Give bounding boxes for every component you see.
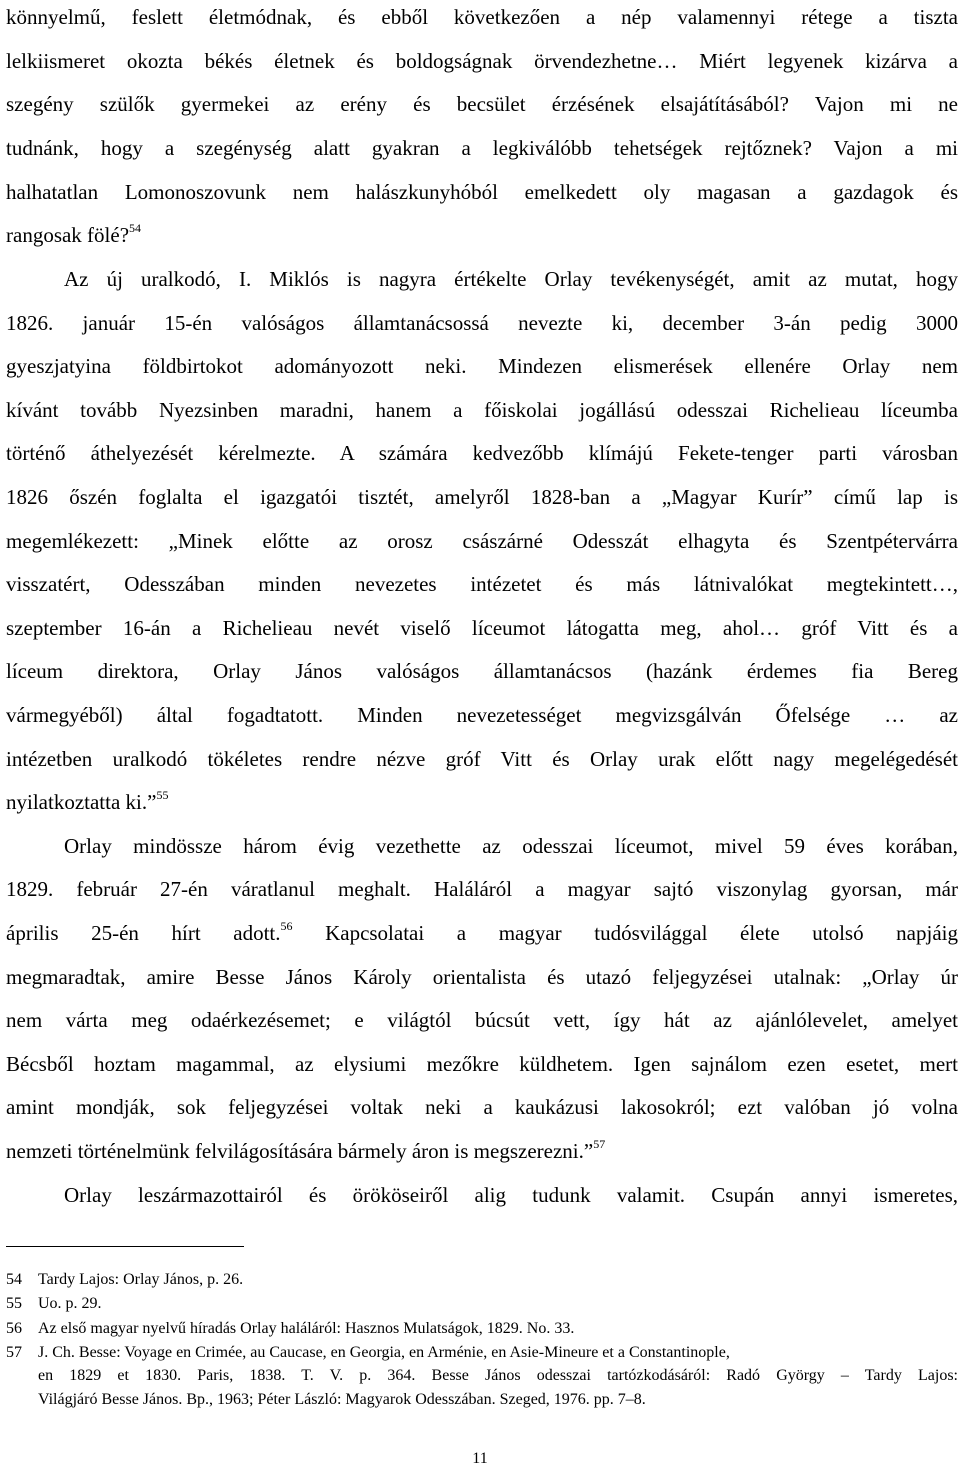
footnote-ref-56: 56 bbox=[280, 919, 293, 933]
footnote-continuation: Világjáró Besse János. Bp., 1963; Péter László: Magyarok Odesszában. Szeged, 1976. pp. 7–8. bbox=[38, 1391, 646, 1408]
body-line bbox=[6, 920, 958, 946]
footnote-56 bbox=[6, 1319, 958, 1339]
body-line bbox=[6, 222, 958, 248]
body-line: megemlékezett: „Minek előtte az orosz császárné Odesszát elhagyta és Szentpétervárra bbox=[6, 529, 958, 553]
body-line: vármegyéből) által fogadtatott. Minden nevezetességet megvizsgálván Őfelsége … az bbox=[6, 703, 958, 727]
body-text: április 25-én hírt adott. bbox=[6, 921, 281, 945]
body-line bbox=[6, 1138, 958, 1164]
footnote-continuation: en 1829 et 1830. Paris, 1838. T. V. p. 364. Besse János odesszai tartózkodásáról: Radó György – Tardy Lajos: bbox=[38, 1367, 958, 1384]
body-line: visszatért, Odesszában minden nevezetes intézetet és más látnivalókat megtekintett…, bbox=[6, 572, 958, 596]
footnote-number: 57 bbox=[6, 1344, 22, 1361]
body-line: 1826 őszén foglalta el igazgatói tisztét, amelyről 1828-ban a „Magyar Kurír” című lap is bbox=[6, 485, 958, 509]
footnote-text: Tardy Lajos: Orlay János, p. 26. bbox=[38, 1271, 244, 1288]
body-line: amint mondják, sok feljegyzései voltak neki a kaukázusi lakosokról; ezt valóban jó volna bbox=[6, 1095, 958, 1119]
body-text: rangosak fölé? bbox=[6, 223, 130, 247]
footnote-number: 56 bbox=[6, 1320, 22, 1337]
footnote-54 bbox=[6, 1270, 958, 1290]
footnote-ref-57: 57 bbox=[593, 1137, 606, 1151]
paragraph-start: Orlay mindössze három évig vezethette az odesszai líceumot, mivel 59 éves korában, bbox=[64, 834, 958, 858]
body-text: Kapcsolatai a magyar tudósvilággal élete utolsó napjáig bbox=[292, 921, 958, 945]
body-line: 1826. január 15-én valóságos államtanácsossá nevezte ki, december 3-án pedig 3000 bbox=[6, 311, 958, 335]
body-line: történő áthelyezését kérelmezte. A számára kedvezőbb klímájú Fekete-tenger parti városban bbox=[6, 441, 958, 465]
body-line: 1829. február 27-én váratlanul meghalt. Haláláról a magyar sajtó viszonylag gyorsan, már bbox=[6, 877, 958, 901]
paragraph-start: Orlay leszármazottairól és örököseiről alig tudunk valamit. Csupán annyi ismeretes, bbox=[64, 1183, 958, 1207]
footnote-text: Uo. p. 29. bbox=[38, 1295, 102, 1312]
body-line: szeptember 16-án a Richelieau nevét viselő líceumot látogatta meg, ahol… gróf Vitt és a bbox=[6, 616, 958, 640]
body-line: halhatatlan Lomonoszovunk nem halászkunyhóból emelkedett oly magasan a gazdagok és bbox=[6, 180, 958, 204]
footnote-divider bbox=[6, 1246, 244, 1247]
body-line: líceum direktora, Orlay János valóságos államtanácsos (hazánk érdemes fia Bereg bbox=[6, 659, 958, 683]
body-line: tudnánk, hogy a szegénység alatt gyakran a legkiválóbb tehetségek rejtőznek? Vajon a mi bbox=[6, 136, 958, 160]
body-line: szegény szülők gyermekei az erény és becsület érzésének elsajátításából? Vajon mi ne bbox=[6, 92, 958, 116]
body-line: Bécsből hoztam magammal, az elysiumi mezőkre küldhetem. Igen sajnálom ezen esetet, mert bbox=[6, 1052, 958, 1076]
footnote-55 bbox=[6, 1294, 958, 1314]
body-line: lelkiismeret okozta békés életnek és boldogságnak örvendezhetne… Miért legyenek kizárva a bbox=[6, 49, 958, 73]
body-line: intézetben uralkodó tökéletes rendre nézve gróf Vitt és Orlay urak előtt nagy megelégedését bbox=[6, 747, 958, 771]
footnote-ref-55: 55 bbox=[156, 788, 169, 802]
page-number: 11 bbox=[472, 1450, 488, 1467]
footnote-number: 54 bbox=[6, 1271, 22, 1288]
body-line: kívánt tovább Nyezsinben maradni, hanem a főiskolai jogállású odesszai Richelieau líceumba bbox=[6, 398, 958, 422]
body-line: gyeszjatyina földbirtokot adományozott neki. Mindezen elismerések ellenére Orlay nem bbox=[6, 354, 958, 378]
body-line: könnyelmű, feslett életmódnak, és ebből következően a nép valamennyi rétege a tiszta bbox=[6, 5, 958, 29]
body-line: megmaradtak, amire Besse János Károly orientalista és utazó feljegyzései utalnak: „Orlay úr bbox=[6, 965, 958, 989]
paragraph-start: Az új uralkodó, I. Miklós is nagyra értékelte Orlay tevékenységét, amit az mutat, hogy bbox=[64, 267, 958, 291]
footnote-ref-54: 54 bbox=[129, 221, 142, 235]
body-text: nemzeti történelmünk felvilágosítására bármely áron is megszerezni.” bbox=[6, 1139, 594, 1163]
body-line bbox=[6, 789, 958, 815]
footnote-text: J. Ch. Besse: Voyage en Crimée, au Caucase, en Georgia, en Arménie, en Asie-Mineure et a Constantinople, bbox=[38, 1344, 730, 1361]
footnote-text: Az első magyar nyelvű híradás Orlay haláláról: Hasznos Mulatságok, 1829. No. 33. bbox=[38, 1320, 575, 1337]
body-line: nem várta meg odaérkezésemet; e világtól búcsút vett, így hát az ajánlólevelet, amelyet bbox=[6, 1008, 958, 1032]
footnote-number: 55 bbox=[6, 1295, 22, 1312]
footnote-57 bbox=[6, 1343, 958, 1363]
body-text: nyilatkoztatta ki.” bbox=[6, 790, 157, 814]
